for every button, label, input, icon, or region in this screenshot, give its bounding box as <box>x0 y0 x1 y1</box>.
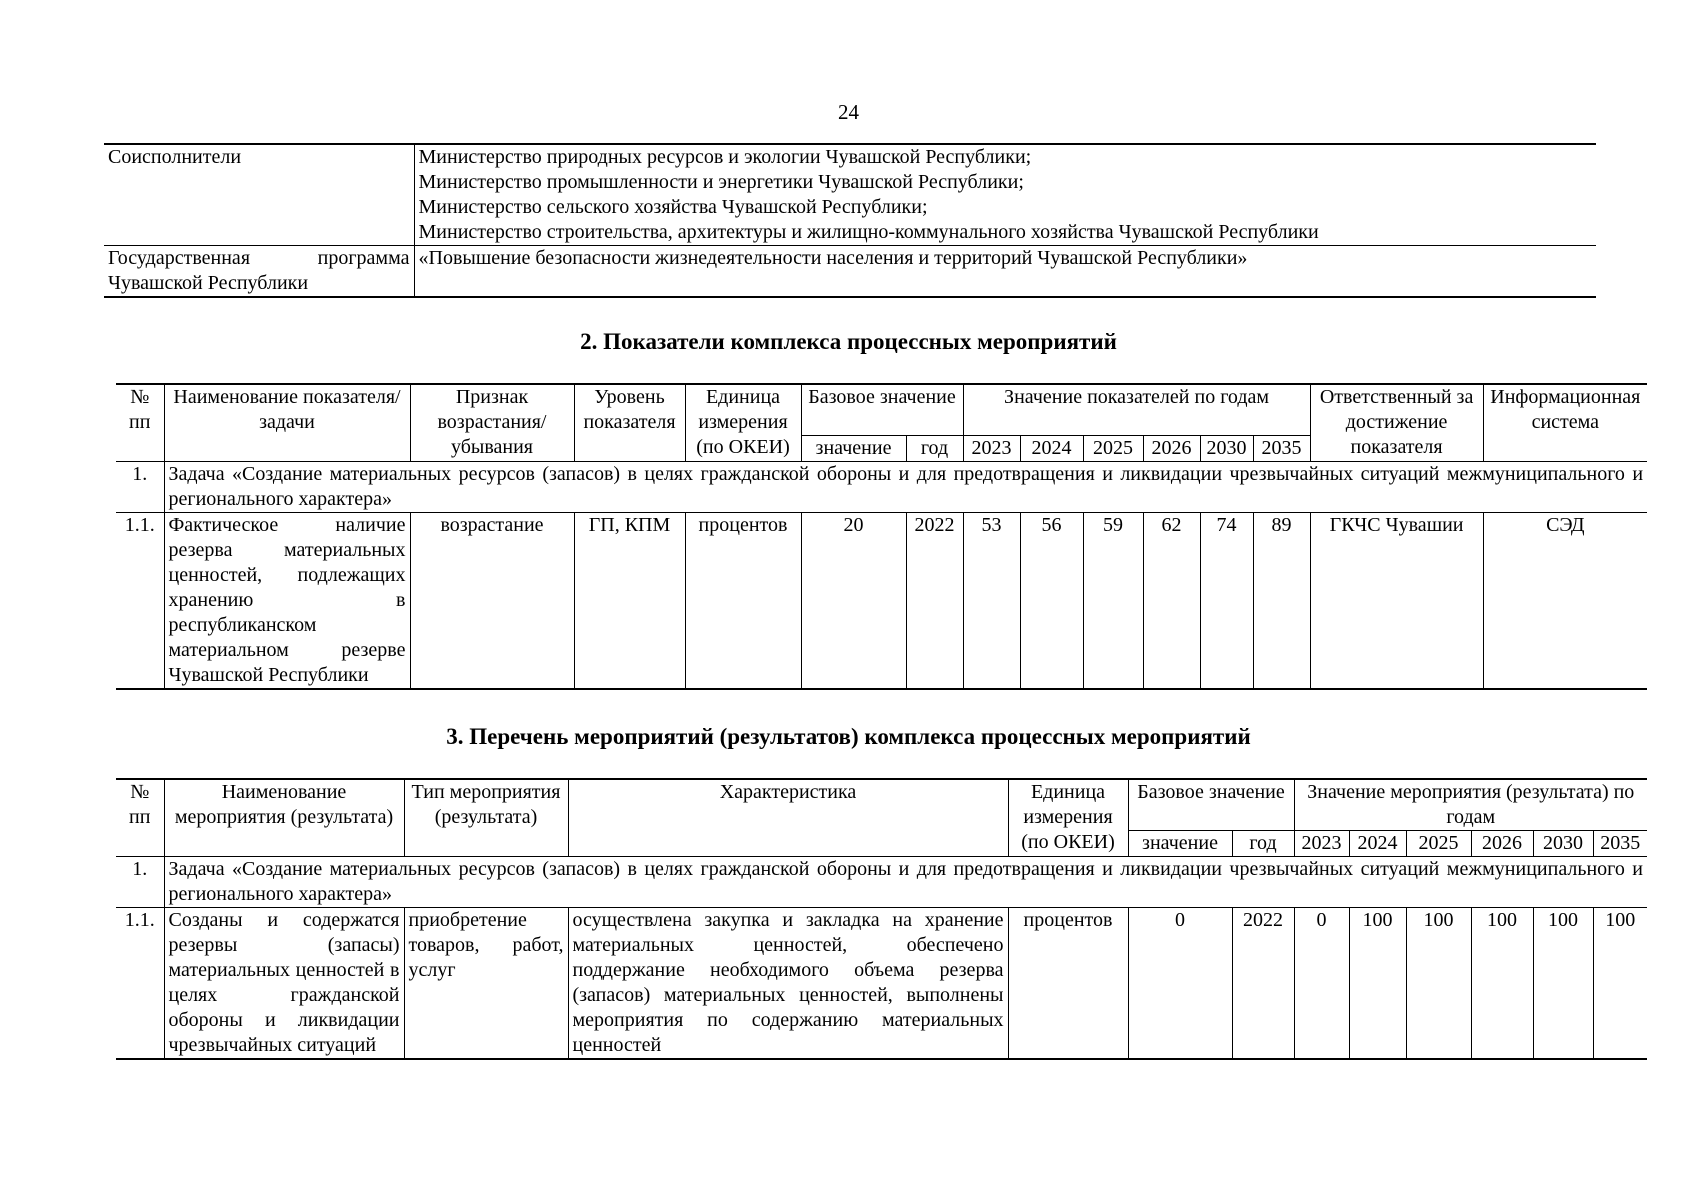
col-unit: Единица измерения (по ОКЕИ) <box>1008 779 1128 857</box>
section3-title: 3. Перечень мероприятий (результатов) комплекса процессных мероприятий <box>446 724 1251 749</box>
col-base: Базовое значение <box>801 384 963 436</box>
col-unit: Единица измерения (по ОКЕИ) <box>685 384 801 462</box>
row-base-value: 20 <box>801 513 906 690</box>
row-system: СЭД <box>1483 513 1647 690</box>
row-num: 1.1. <box>116 513 164 690</box>
row-name: Фактическое наличие резерва материальных ценностей, подлежащих хранению в республиканском материальном резерве Чувашской Республики <box>164 513 410 690</box>
col-base-value: значение <box>1128 831 1232 857</box>
col-year: 2035 <box>1253 436 1310 462</box>
info-label: Соисполнители <box>104 144 414 246</box>
task-num: 1. <box>116 462 164 513</box>
col-year: 2023 <box>1294 831 1349 857</box>
row-type: приобретение товаров, работ, услуг <box>404 908 568 1060</box>
col-year: 2025 <box>1406 831 1471 857</box>
activities-table <box>116 778 1647 1060</box>
row-value: 56 <box>1020 513 1083 690</box>
info-line: Министерство природных ресурсов и экологии Чувашской Республики; <box>418 146 1032 168</box>
row-num: 1.1. <box>116 908 164 1060</box>
task-row <box>116 462 1647 513</box>
row-base-value: 0 <box>1128 908 1232 1060</box>
col-level: Уровень показателя <box>574 384 685 462</box>
col-base-value: значение <box>801 436 906 462</box>
col-responsible: Ответственный за достижение показателя <box>1310 384 1483 462</box>
row-value: 53 <box>963 513 1020 690</box>
info-row-program <box>104 246 1596 298</box>
task-text: Задача «Создание материальных ресурсов (запасов) в целях гражданской обороны и для предотвращения и ликвидации чрезвычайных ситуаций межмуниципального и регионального характера» <box>164 462 1647 513</box>
col-num: № пп <box>116 384 164 462</box>
col-base: Базовое значение <box>1128 779 1294 831</box>
info-label: Государственная программа Чувашской Республики <box>104 246 414 298</box>
info-line: Министерство промышленности и энергетики Чувашской Республики; <box>418 171 1024 193</box>
col-name: Наименование показателя/задачи <box>164 384 410 462</box>
col-base-year: год <box>1232 831 1294 857</box>
col-type: Тип мероприятия (результата) <box>404 779 568 857</box>
row-value: 74 <box>1200 513 1253 690</box>
col-years-group: Значение мероприятия (результата) по годам <box>1294 779 1647 831</box>
header-row <box>116 779 1647 831</box>
col-sign: Признак возрастания/ убывания <box>410 384 574 462</box>
row-value: 100 <box>1533 908 1593 1060</box>
task-text: Задача «Создание материальных ресурсов (запасов) в целях гражданской обороны и для предотвращения и ликвидации чрезвычайных ситуаций межмуниципального и регионального характера» <box>164 857 1647 908</box>
row-base-year: 2022 <box>906 513 963 690</box>
row-level: ГП, КПМ <box>574 513 685 690</box>
info-row-coexecutors <box>104 144 1596 246</box>
table-row <box>116 513 1647 690</box>
row-value: 59 <box>1083 513 1143 690</box>
row-value: 100 <box>1406 908 1471 1060</box>
task-row <box>116 857 1647 908</box>
row-value: 100 <box>1471 908 1533 1060</box>
row-value: 0 <box>1294 908 1349 1060</box>
col-years-group: Значение показателей по годам <box>963 384 1310 436</box>
col-year: 2030 <box>1533 831 1593 857</box>
row-value: 62 <box>1143 513 1200 690</box>
row-value: 100 <box>1349 908 1406 1060</box>
header-row <box>116 384 1647 436</box>
row-sign: возрастание <box>410 513 574 690</box>
col-year: 2030 <box>1200 436 1253 462</box>
col-system: Информационная система <box>1483 384 1647 462</box>
col-year: 2035 <box>1593 831 1647 857</box>
row-desc: осуществлена закупка и закладка на хранение материальных ценностей, обеспечено поддержание необходимого объема резерва (запасов) материальных ценностей, выполнены мероприятия по содержанию материальных ценностей <box>568 908 1008 1060</box>
col-desc: Характеристика <box>568 779 1008 857</box>
col-year: 2026 <box>1143 436 1200 462</box>
info-value <box>414 144 1596 246</box>
row-value: 100 <box>1593 908 1647 1060</box>
col-year: 2026 <box>1471 831 1533 857</box>
col-num: № пп <box>116 779 164 857</box>
info-value <box>414 246 1596 298</box>
info-line: Министерство строительства, архитектуры и жилищно-коммунального хозяйства Чувашской Республики <box>418 221 1319 243</box>
col-year: 2024 <box>1020 436 1083 462</box>
row-unit: процентов <box>685 513 801 690</box>
info-line: «Повышение безопасности жизнедеятельности населения и территорий Чувашской Республики» <box>418 247 1248 269</box>
col-name: Наименование мероприятия (результата) <box>164 779 404 857</box>
row-value: 89 <box>1253 513 1310 690</box>
col-year: 2024 <box>1349 831 1406 857</box>
row-name: Созданы и содержатся резервы (запасы) материальных ценностей в целях гражданской обороны и ликвидации чрезвычайных ситуаций <box>164 908 404 1060</box>
info-table <box>104 143 1596 298</box>
col-year: 2025 <box>1083 436 1143 462</box>
task-num: 1. <box>116 857 164 908</box>
row-base-year: 2022 <box>1232 908 1294 1060</box>
indicators-table <box>116 383 1647 690</box>
col-year: 2023 <box>963 436 1020 462</box>
col-base-year: год <box>906 436 963 462</box>
info-line: Министерство сельского хозяйства Чувашской Республики; <box>418 196 928 218</box>
table-row <box>116 908 1647 1060</box>
section2-title: 2. Показатели комплекса процессных мероприятий <box>580 329 1117 354</box>
page-number: 24 <box>838 100 859 124</box>
row-unit: процентов <box>1008 908 1128 1060</box>
row-responsible: ГКЧС Чувашии <box>1310 513 1483 690</box>
